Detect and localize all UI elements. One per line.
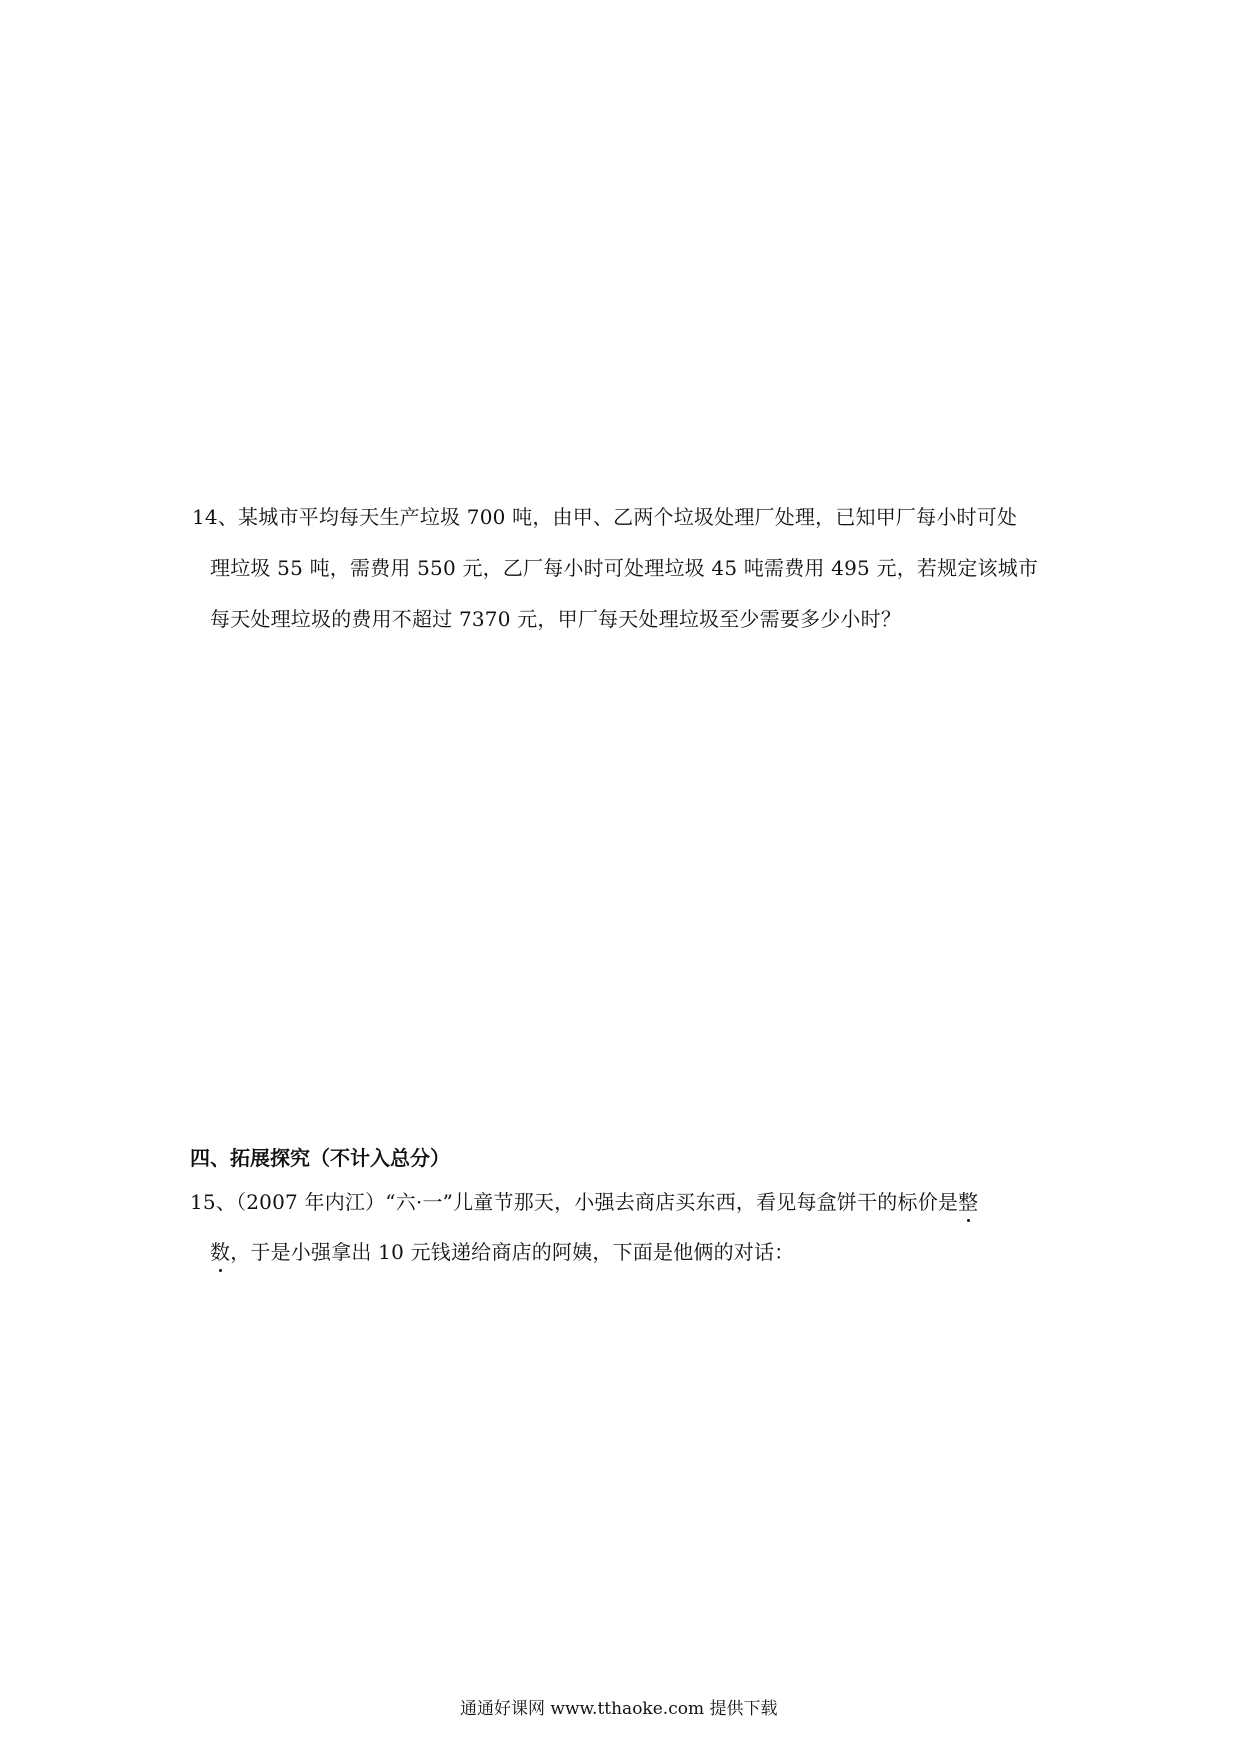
footer-source: 通通好课网 www.tthaoke.com 提供下载 [460,1699,778,1719]
section-4-heading: 四、拓展探究（不计入总分） [190,1146,450,1170]
question-15-line-2-text: ，于是小强拿出 10 元钱递给商店的阿姨，下面是他俩的对话： [230,1240,795,1264]
question-15-line-1-text: 15、（2007 年内江）“六·一”儿童节那天，小强去商店买东西，看见每盒饼干的标价是 [190,1190,959,1214]
question-15-line-1 [190,1188,978,1216]
emphasis-char-2: 数 [210,1240,231,1264]
question-15-line-2 [210,1238,794,1266]
emphasis-char-1: 整 [958,1190,979,1214]
question-14-line-2: 理垃圾 55 吨，需费用 550 元，乙厂每小时可处理垃圾 45 吨需费用 495 元，若规定该城市 [210,556,1039,580]
question-14-line-3: 每天处理垃圾的费用不超过 7370 元，甲厂每天处理垃圾至少需要多少小时？ [210,607,902,631]
question-14-line-1: 14、某城市平均每天生产垃圾 700 吨，由甲、乙两个垃圾处理厂处理，已知甲厂每小时可处 [192,505,1018,529]
